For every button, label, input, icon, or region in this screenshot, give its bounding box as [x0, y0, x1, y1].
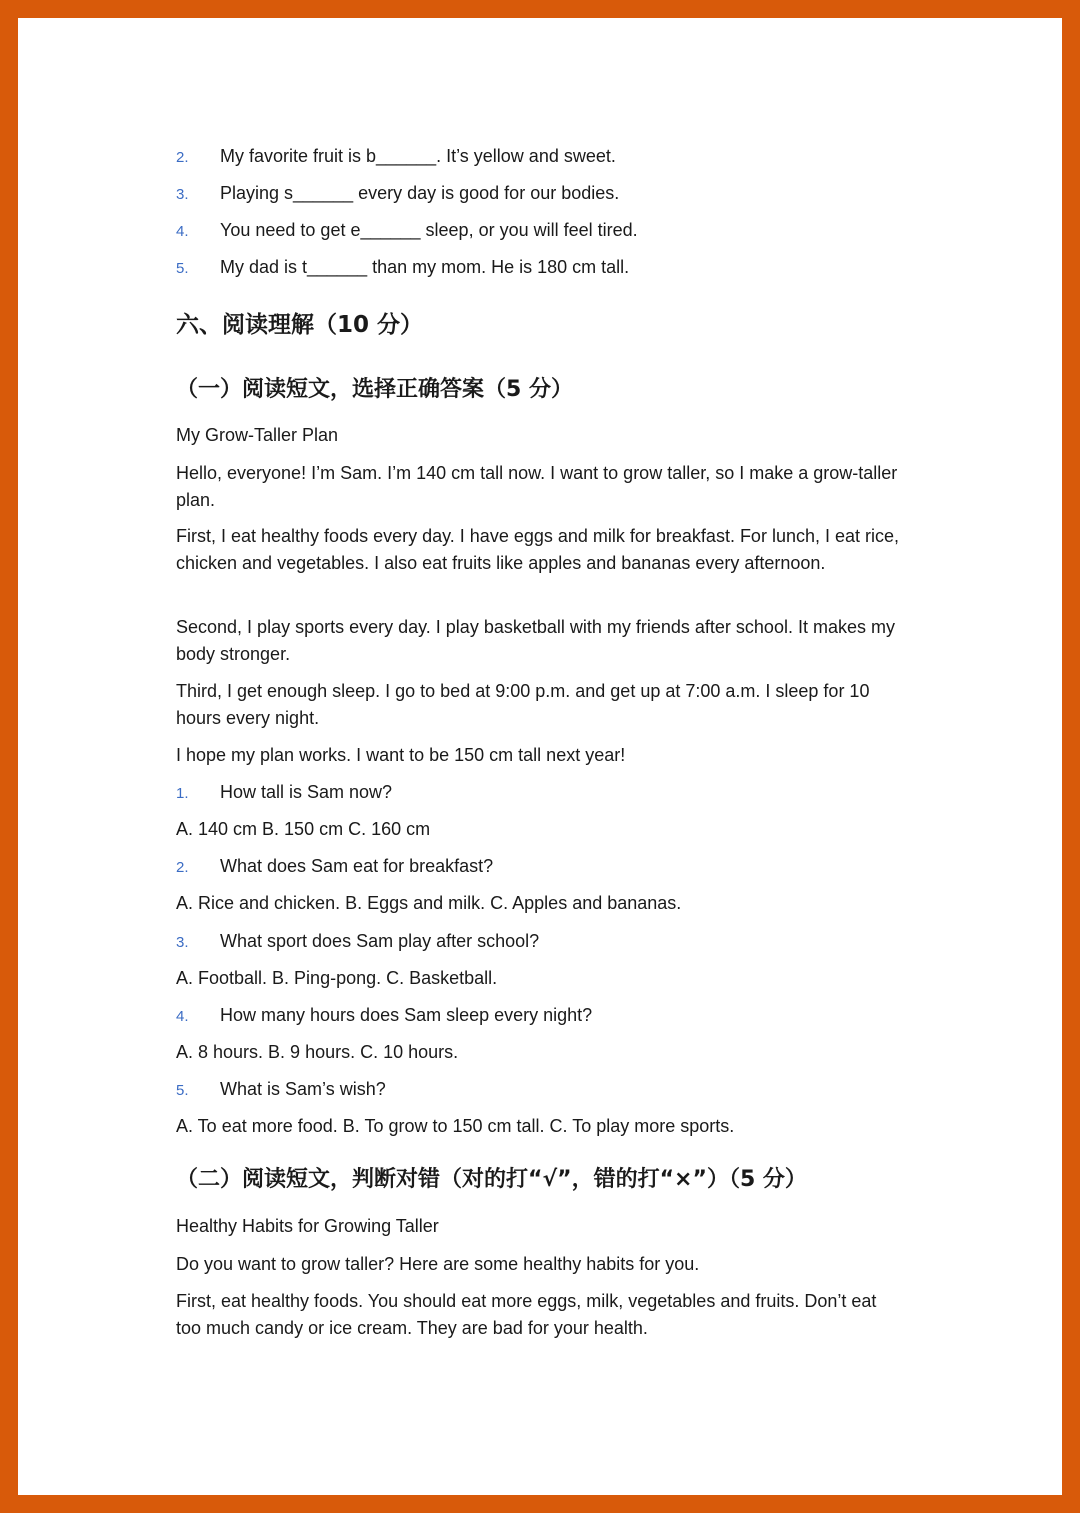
question-options: A. 140 cm B. 150 cm C. 160 cm: [176, 819, 431, 839]
fill-blank-item: [176, 218, 916, 244]
item-text: Playing s______ every day is good for our bodies.: [220, 183, 620, 203]
question-text: How tall is Sam now?: [220, 782, 393, 802]
item-number: 4.: [176, 223, 189, 240]
question-number: 5.: [176, 1082, 189, 1099]
question-text: What is Sam’s wish?: [220, 1079, 386, 1099]
passage-paragraph: I hope my plan works. I want to be 150 cm tall next year!: [176, 745, 626, 765]
item-text: My dad is t______ than my mom. He is 180 cm tall.: [220, 257, 630, 277]
question-number: 2.: [176, 859, 189, 876]
passage-paragraph: Second, I play sports every day. I play basketball with my friends after school. It makes my body stronger.: [176, 617, 895, 664]
passage-title: My Grow-Taller Plan: [176, 425, 339, 445]
item-text: You need to get e______ sleep, or you will feel tired.: [220, 220, 638, 240]
question-number: 1.: [176, 785, 189, 802]
question-text: What sport does Sam play after school?: [220, 931, 540, 951]
passage-paragraph: First, I eat healthy foods every day. I have eggs and milk for breakfast. For lunch, I eat rice, chicken and vegetables. I also eat fruits like apples and bananas every afternoon.: [176, 526, 900, 573]
part1-title: （一）阅读短文，选择正确答案（5 分）: [176, 377, 573, 402]
fill-blank-item: [176, 255, 916, 281]
question-options: A. To eat more food. B. To grow to 150 cm tall. C. To play more sports.: [176, 1116, 735, 1136]
passage-paragraph: Do you want to grow taller? Here are some healthy habits for you.: [176, 1254, 700, 1274]
item-number: 3.: [176, 186, 189, 203]
item-number: 5.: [176, 260, 189, 277]
question-item: [176, 854, 916, 880]
question-item: [176, 929, 916, 955]
part2-title: （二）阅读短文，判断对错（对的打“√”，错的打“×”）（5 分）: [176, 1167, 807, 1192]
question-options: A. Rice and chicken. B. Eggs and milk. C. Apples and bananas.: [176, 893, 682, 913]
question-item: [176, 1003, 916, 1029]
question-text: What does Sam eat for breakfast?: [220, 856, 494, 876]
item-text: My favorite fruit is b______. It’s yellow and sweet.: [220, 146, 616, 166]
passage-paragraph: First, eat healthy foods. You should eat more eggs, milk, vegetables and fruits. Don’t eat too much candy or ice cream. They are bad for your health.: [176, 1291, 877, 1338]
passage-paragraph: Third, I get enough sleep. I go to bed at 9:00 p.m. and get up at 7:00 a.m. I sleep for 10 hours every night.: [176, 681, 870, 728]
question-item: [176, 780, 916, 806]
question-number: 3.: [176, 934, 189, 951]
question-item: [176, 1077, 916, 1103]
passage-title: Healthy Habits for Growing Taller: [176, 1216, 439, 1236]
question-text: How many hours does Sam sleep every night?: [220, 1005, 593, 1025]
question-number: 4.: [176, 1008, 189, 1025]
passage-paragraph: Hello, everyone! I’m Sam. I’m 140 cm tall now. I want to grow taller, so I make a grow-taller plan.: [176, 463, 898, 510]
question-options: A. 8 hours. B. 9 hours. C. 10 hours.: [176, 1042, 459, 1062]
worksheet-page: [18, 18, 1062, 1495]
item-number: 2.: [176, 149, 189, 166]
question-options: A. Football. B. Ping-pong. C. Basketball.: [176, 968, 498, 988]
fill-blank-item: [176, 144, 916, 170]
fill-blank-item: [176, 181, 916, 207]
section-title: 六、阅读理解（10 分）: [176, 312, 424, 338]
